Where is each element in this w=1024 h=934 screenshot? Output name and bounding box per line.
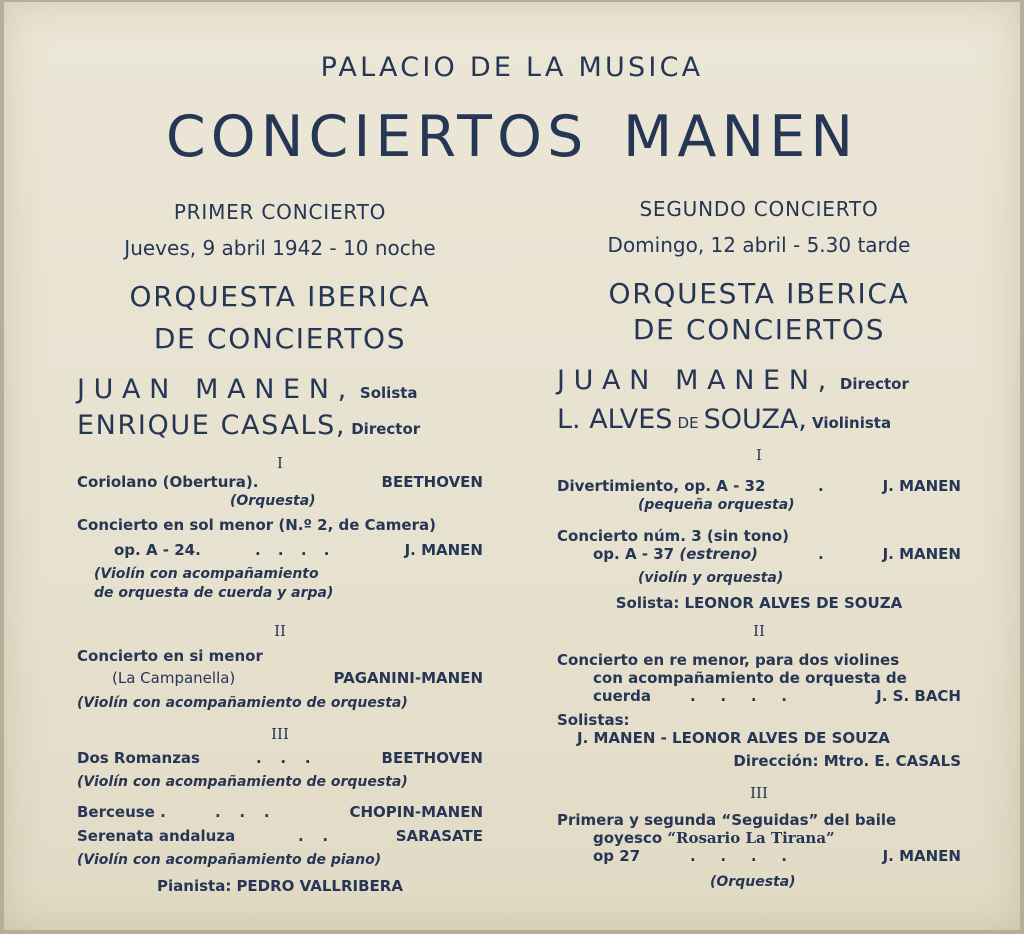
program-note: (Orquesta) [230,493,316,509]
second-concert-date: Domingo, 12 abril - 5.30 tarde [607,233,911,257]
dot-leader: . [818,545,824,563]
program-composer: BEETHOVEN [381,473,483,491]
program-note: (Violín con acompañamiento [94,566,319,582]
program-title: Primera y segunda “Seguidas” del baile [557,811,897,829]
part-heading: III [271,725,289,743]
director-line [557,365,909,396]
dot-leader: . . . . [690,847,787,865]
program-composer: PAGANINI-MANEN [333,669,483,687]
program-title: Concierto en re menor, para dos violines [557,651,900,669]
concert-series-title: CONCIERTOS MANEN [165,104,859,170]
program-note: (Violín con acompañamiento de orquesta) [77,695,408,711]
second-concert-heading: SEGUNDO CONCIERTO [639,197,879,221]
program-opus-note: (estreno) [679,545,758,563]
orchestra-name-line1: ORQUESTA IBERICA [608,277,910,310]
program-composer: J. MANEN [404,541,483,559]
soloists-names: J. MANEN - LEONOR ALVES DE SOUZA [577,729,890,747]
performer-role: Violinista [811,414,892,432]
dot-leader: . . [298,827,329,845]
program-opus: op 27 [593,847,641,865]
program-subtitle: (La Campanella) [112,669,236,687]
program-title-line [593,829,835,847]
program-title: con acompañamiento de orquesta de [593,669,907,687]
program-composer: J. MANEN [882,847,961,865]
program-note: (Violín con acompañamiento de piano) [77,852,382,868]
performer-role: Director [351,420,421,438]
performer-name: JUAN MANEN, [77,374,355,405]
part-heading: I [756,446,762,464]
first-concert-heading: PRIMER CONCIERTO [173,200,387,224]
program-title: Concierto núm. 3 (sin tono) [557,527,790,545]
dot-leader: . [818,477,824,495]
program-title-part: goyesco [593,829,663,847]
program-composer: J. MANEN [882,545,961,563]
performer-name: JUAN MANEN, [557,365,835,396]
program-composer: CHOPIN-MANEN [349,803,483,821]
program-composer: J. MANEN [882,477,961,495]
soloists-label: Solistas: [557,711,630,729]
conductor-credit: Dirección: Mtro. E. CASALS [733,752,961,770]
orchestra-name-line1: ORQUESTA IBERICA [129,280,431,313]
performer-name: ENRIQUE CASALS, [77,410,347,441]
director-line [77,410,420,441]
program-note: (Violín con acompañamiento de orquesta) [77,774,408,790]
part-heading: II [753,622,765,640]
soloist-line [77,374,418,405]
program-composer: J. S. BACH [876,687,961,705]
dot-leader: . . . [256,749,311,767]
program-note: de orquesta de cuerda y arpa) [94,585,334,601]
dot-leader: . . . . [255,541,330,559]
performer-name-particle: DE [677,414,699,432]
program-composer: BEETHOVEN [381,749,483,767]
soloist-line [555,593,963,612]
pianist-line [75,876,485,895]
performer-name: L. ALVES [557,404,673,435]
part-heading: I [277,454,283,472]
program-title: cuerda [593,687,652,705]
program-note: (Orquesta) [710,874,796,890]
orchestra-name-line2: DE CONCIERTOS [632,313,886,346]
program-title: Concierto en si menor [77,647,263,665]
program-title: Berceuse . [77,803,166,821]
first-concert-date: Jueves, 9 abril 1942 - 10 noche [124,236,436,260]
soloist-name: LEONOR ALVES DE SOUZA [684,594,903,612]
performer-role: Solista [359,384,418,402]
program-title: Coriolano (Obertura). [77,473,259,491]
program-opus: op. A - 24. [114,541,201,559]
program-note: (pequeña orquesta) [638,497,795,513]
program-title: Divertimiento, op. A - 32 [557,477,766,495]
performer-name: SOUZA, [703,404,807,435]
program-opus [593,545,758,563]
dot-leader: . . . [215,803,270,821]
orchestra-name-line2: DE CONCIERTOS [153,322,407,355]
program-opus-number: op. A - 37 [593,545,675,563]
part-heading: III [750,784,768,802]
performer-role: Director [839,375,909,393]
pianist-name: PEDRO VALLRIBERA [236,877,403,895]
part-heading: II [274,622,286,640]
soloist-label: Solista: [615,594,680,612]
program-title: Dos Romanzas [77,749,200,767]
pianist-label: Pianista: [157,877,232,895]
venue-name: PALACIO DE LA MUSICA [320,52,704,83]
program-composer: SARASATE [395,827,483,845]
program-title: Concierto en sol menor (N.º 2, de Camera) [77,516,436,534]
dot-leader: . . . . [690,687,787,705]
program-title: Serenata andaluza [77,827,236,845]
program-title-highlight: “Rosario La Tirana” [667,829,835,847]
violinist-line [557,404,891,435]
program-note: (violín y orquesta) [638,570,784,586]
